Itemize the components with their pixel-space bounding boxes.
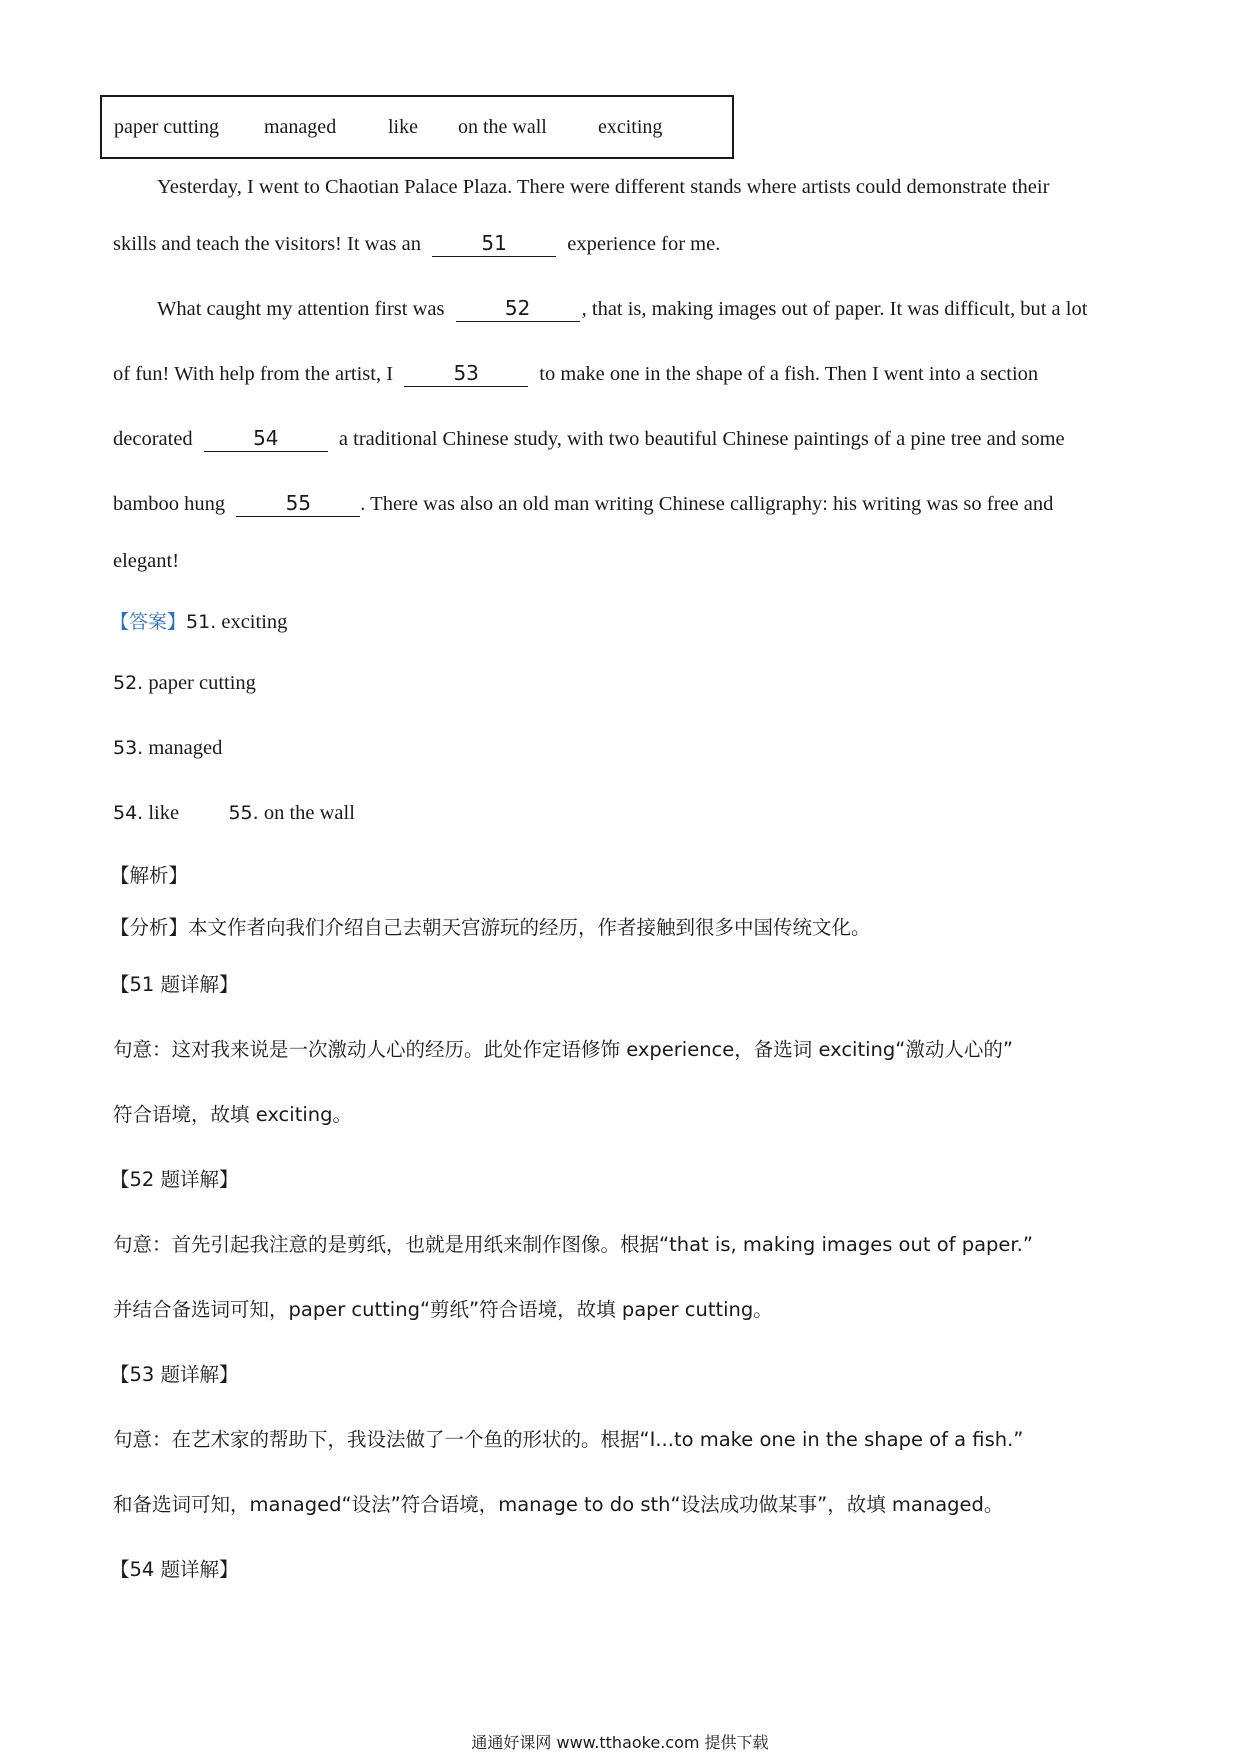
passage-text: skills and teach the visitors! It was an [113,233,422,255]
answer-number: 51. [186,611,217,633]
passage-line [157,176,1049,199]
section-heading: 【53 题详解】 [110,1363,239,1386]
word-bank-item: on the wall [458,115,547,138]
analysis-text: 句意：首先引起我注意的是剪纸，也就是用纸来制作图像。根据“that is, making images out of paper.” [113,1233,1033,1256]
analysis-text: 句意：这对我来说是一次激动人心的经历。此处作定语修饰 experience，备选词 exciting“激动人心的” [113,1038,1013,1061]
passage-text: elegant! [113,550,180,572]
passage-line [157,297,1087,322]
blank-53: 53 [404,362,528,387]
word-bank-box [100,95,734,159]
passage-line [113,550,179,573]
answer-text: like [148,802,180,824]
analysis-text: 符合语境，故填 exciting。 [113,1103,352,1126]
answer-number: 55. [228,802,259,824]
passage-text: Yesterday, I went to Chaotian Palace Plaza. There were different stands where artists could demonstrate their [157,176,1050,198]
section-heading: 【54 题详解】 [110,1558,239,1581]
passage-text: of fun! With help from the artist, I [113,363,394,385]
analysis-text: 句意：在艺术家的帮助下，我设法做了一个鱼的形状的。根据“I...to make one in the shape of a fish.” [113,1428,1024,1451]
answer-line [110,607,287,634]
passage-text: experience for me. [567,233,721,255]
answer-label: 【答案】 [110,611,187,633]
answer-text: exciting [221,611,288,633]
analysis-label: 【解析】 [110,864,189,887]
passage-text: decorated [113,428,193,450]
passage-text: bamboo hung [113,493,226,515]
analysis-text: 并结合备选词可知，paper cutting“剪纸”符合语境，故填 paper cutting。 [113,1298,773,1321]
analysis-summary: 【分析】本文作者向我们介绍自己去朝天宫游玩的经历，作者接触到很多中国传统文化。 [110,916,871,939]
passage-text: What caught my attention first was [157,298,445,320]
answer-line [113,802,355,825]
answer-text: managed [148,737,223,759]
blank-51: 51 [432,232,556,257]
word-bank-item: managed [264,115,337,138]
blank-55: 55 [236,492,360,517]
page-footer: 通通好课网 www.tthaoke.com 提供下载 [471,1733,769,1752]
word-bank-item: exciting [598,115,663,138]
passage-line [113,362,1038,387]
answer-line [113,672,256,695]
answer-text: paper cutting [148,672,256,694]
passage-line [113,492,1053,517]
passage-text: . There was also an old man writing Chinese calligraphy: his writing was so free and [360,493,1054,515]
blank-52: 52 [456,297,580,322]
answer-number: 52. [113,672,144,694]
answer-number: 54. [113,802,144,824]
passage-text: to make one in the shape of a fish. Then I went into a section [539,363,1039,385]
word-bank-item: like [388,115,418,138]
blank-54: 54 [204,427,328,452]
passage-line [113,232,720,257]
section-heading: 【52 题详解】 [110,1168,239,1191]
word-bank-item: paper cutting [114,115,219,138]
passage-text: a traditional Chinese study, with two beautiful Chinese paintings of a pine tree and some [338,428,1065,450]
answer-line [113,737,222,760]
answer-number: 53. [113,737,144,759]
analysis-text: 和备选词可知，managed“设法”符合语境，manage to do sth“设法成功做某事”，故填 managed。 [113,1493,1004,1516]
section-heading: 【51 题详解】 [110,973,239,996]
passage-line [113,427,1065,452]
passage-text: , that is, making images out of paper. It was difficult, but a lot [581,298,1088,320]
answer-text: on the wall [263,802,355,824]
